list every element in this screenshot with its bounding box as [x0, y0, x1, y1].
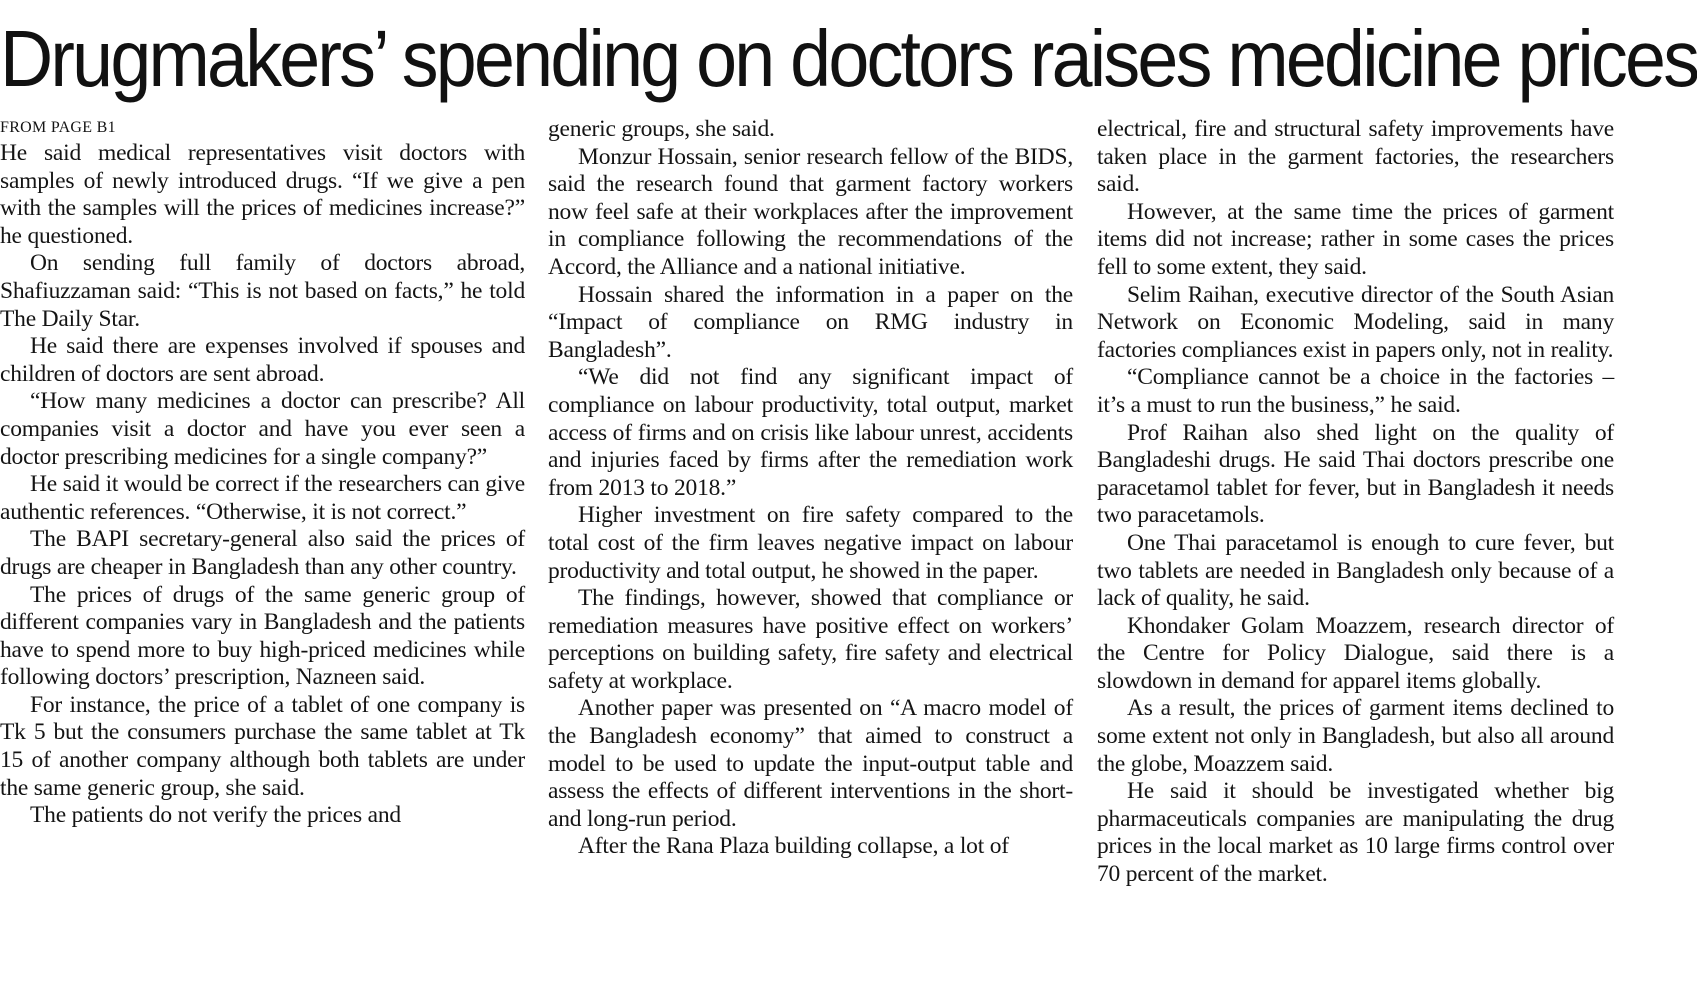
paragraph: “How many medicines a doctor can prescribe? All companies visit a doctor and have you ever seen a doctor prescribing medicines for a single company?” — [0, 388, 525, 470]
paragraph: generic groups, she said. — [548, 116, 775, 142]
paragraph: Monzur Hossain, senior research fellow of the BIDS, said the research found that garment factory workers now feel safe at their workplaces after the improvement in compliance following the recommendations of the Accord, the Alliance and a national initiative. — [548, 143, 1073, 280]
jump-line: FROM PAGE B1 — [0, 119, 116, 136]
paragraph: He said medical representatives visit doctors with samples of newly introduced drugs. “If we give a pen with the samples will the prices of medicines increase?” he questioned. — [0, 140, 525, 249]
paragraph: For instance, the price of a tablet of one company is Tk 5 but the consumers purchase the same tablet at Tk 15 of another company although both tablets are under the same generic group, she said. — [0, 691, 525, 801]
paragraph: Another paper was presented on “A macro model of the Bangladesh economy” that aimed to construct a model to be used to update the input-output table and assess the effects of different interventions in the short- and long-run period. — [548, 695, 1073, 832]
column-2 — [548, 116, 1073, 982]
paragraph: “We did not find any significant impact of compliance on labour productivity, total output, market access of firms and on crisis like labour unrest, accidents and injuries faced by firms after the remediation work from 2013 to 2018.” — [548, 364, 1073, 501]
article-body — [0, 116, 1614, 982]
headline: Drugmakers’ spending on doctors raises medicine prices — [0, 14, 1697, 103]
paragraph: He said it would be correct if the researchers can give authentic references. “Otherwise, it is not correct.” — [0, 471, 525, 525]
paragraph: The BAPI secretary-general also said the prices of drugs are cheaper in Bangladesh than any other country. — [0, 526, 525, 580]
column-3 — [1097, 116, 1614, 982]
paragraph: electrical, fire and structural safety improvements have taken place in the garment factories, the researchers said. — [1097, 116, 1614, 198]
paragraph: “Compliance cannot be a choice in the factories – it’s a must to run the business,” he said. — [1097, 364, 1614, 418]
paragraph: The findings, however, showed that compliance or remediation measures have positive effect on workers’ perceptions on building safety, fire safety and electrical safety at workplace. — [548, 585, 1073, 694]
paragraph: Prof Raihan also shed light on the quality of Bangladeshi drugs. He said Thai doctors prescribe one paracetamol tablet for fever, but in Bangladesh it needs two paracetamols. — [1097, 419, 1614, 529]
paragraph: One Thai paracetamol is enough to cure fever, but two tablets are needed in Bangladesh only because of a lack of quality, he said. — [1097, 529, 1614, 612]
paragraph: Hossain shared the information in a paper on the “Impact of compliance on RMG industry in Bangladesh”. — [548, 281, 1073, 363]
paragraph: Selim Raihan, executive director of the South Asian Network on Economic Modeling, said in many factories compliances exist in papers only, not in reality. — [1097, 281, 1614, 363]
paragraph: The prices of drugs of the same generic group of different companies vary in Bangladesh and the patients have to spend more to buy high-priced medicines while following doctors’ prescription, Nazneen said. — [0, 581, 525, 691]
paragraph: Higher investment on fire safety compared to the total cost of the firm leaves negative impact on labour productivity and total output, he showed in the paper. — [548, 502, 1073, 584]
column-1 — [0, 116, 525, 982]
paragraph: The patients do not verify the prices and — [30, 802, 401, 829]
paragraph: After the Rana Plaza building collapse, a lot of — [578, 833, 1009, 860]
paragraph: As a result, the prices of garment items declined to some extent not only in Bangladesh, but also all around the globe, Moazzem said. — [1097, 695, 1614, 777]
paragraph: On sending full family of doctors abroad, Shafiuzzaman said: “This is not based on facts,” he told The Daily Star. — [0, 250, 525, 332]
paragraph: He said it should be investigated whether big pharmaceuticals companies are manipulating the drug prices in the local market as 10 large firms control over 70 percent of the market. — [1097, 778, 1614, 888]
paragraph: He said there are expenses involved if spouses and children of doctors are sent abroad. — [0, 333, 525, 387]
paragraph: However, at the same time the prices of garment items did not increase; rather in some cases the prices fell to some extent, they said. — [1097, 198, 1614, 280]
paragraph: Khondaker Golam Moazzem, research director of the Centre for Policy Dialogue, said there is a slowdown in demand for apparel items globally. — [1097, 612, 1614, 694]
